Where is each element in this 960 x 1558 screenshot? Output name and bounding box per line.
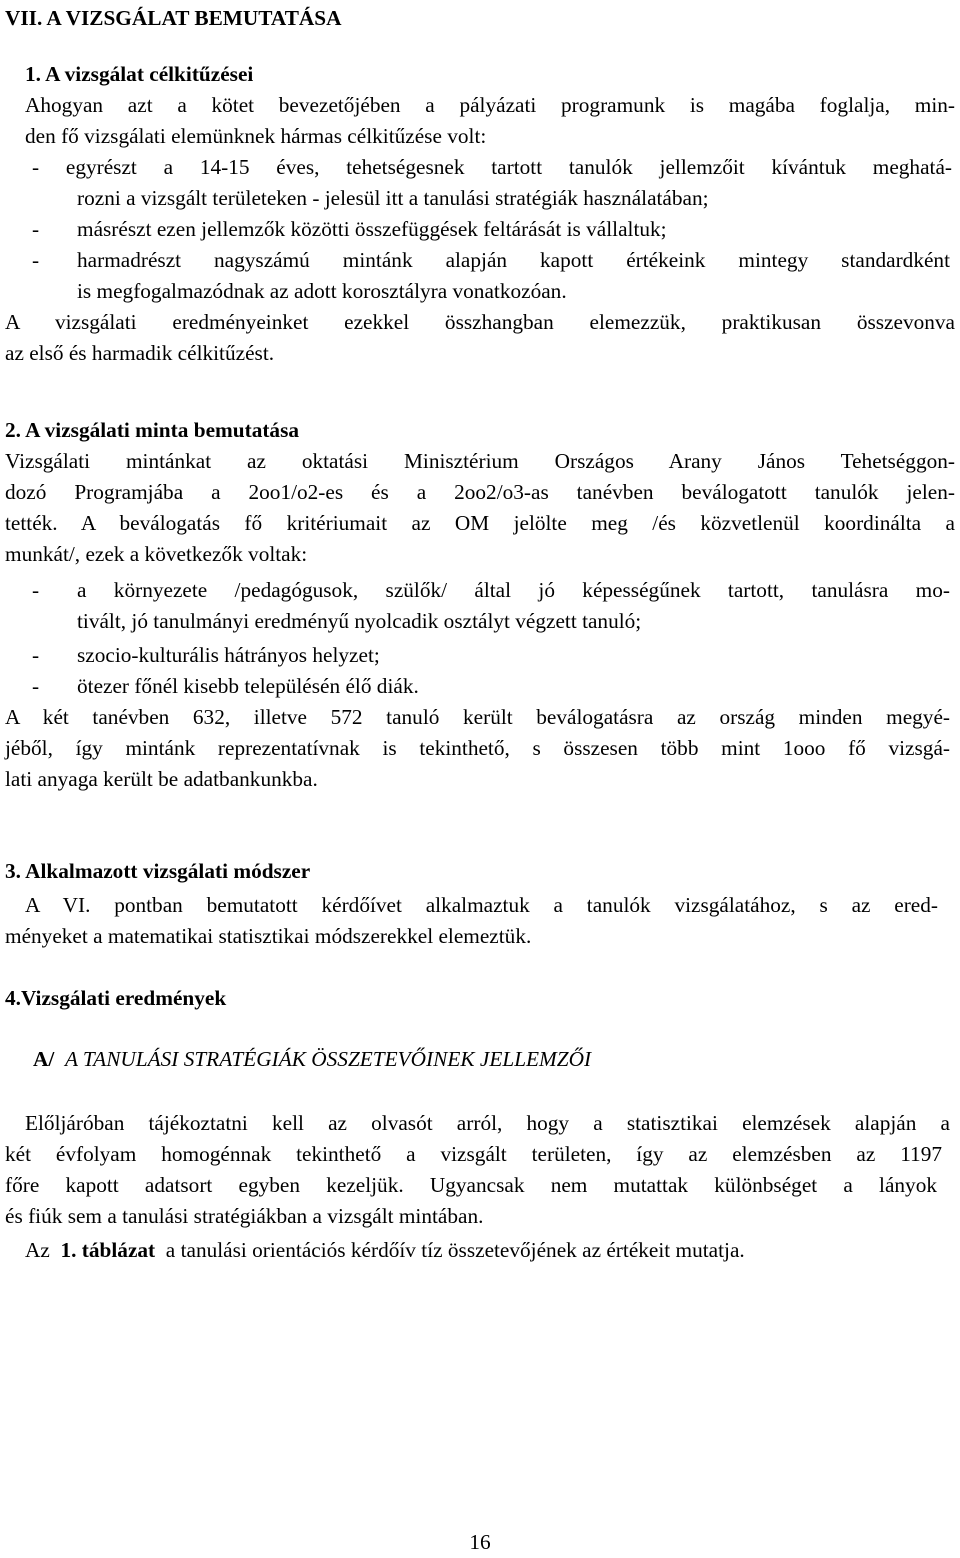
- section-1-list-item: harmadrészt nagyszámú mintánk alapján kapott értékeink mintegy standardként: [77, 248, 950, 272]
- section-2-paragraph-line: A két tanévben 632, illetve 572 tanuló került beválogatásra az ország minden megyé-: [5, 705, 950, 729]
- section-4-title: 4.Vizsgálati eredmények: [5, 986, 227, 1010]
- table-ref-text: a tanulási orientációs kérdőív tíz összetevőjének az értékeit mutatja.: [165, 1238, 745, 1262]
- subsection-prefix: A/: [33, 1047, 55, 1071]
- section-1-summary-line: az első és harmadik célkitűzést.: [5, 341, 275, 365]
- section-3-paragraph-line: A VI. pontban bemutatott kérdőívet alkalmaztuk a tanulók vizsgálatához, s az ered-: [25, 893, 938, 917]
- section-1-title: 1. A vizsgálat célkitűzései: [25, 62, 254, 86]
- section-2-paragraph-line: jéből, így mintánk reprezentatívnak is tekinthető, s összesen több mint 1ooo fő vizsgá-: [5, 736, 950, 760]
- section-2-title: 2. A vizsgálati minta bemutatása: [5, 418, 300, 442]
- section-2-paragraph-line: munkát/, ezek a következők voltak:: [5, 542, 308, 566]
- list-dash: -: [32, 248, 40, 272]
- section-1-paragraph-line: Ahogyan azt a kötet bevezetőjében a pályázati programunk is magába foglalja, min-: [25, 93, 955, 117]
- section-4-paragraph-line: két évfolyam homogénnak tekinthető a vizsgált területen, így az elemzésben az 1197: [5, 1142, 942, 1166]
- section-3-paragraph-line: ményeket a matematikai statisztikai módszerekkel elemeztük.: [5, 924, 532, 948]
- section-2-list-item: ötezer főnél kisebb településén élő diák.: [77, 674, 419, 698]
- section-2-list-item: szocio-kulturális hátrányos helyzet;: [77, 643, 380, 667]
- section-1-summary-line: A vizsgálati eredményeinket ezekkel összhangban elemezzük, praktikusan összevonva: [5, 310, 955, 334]
- section-2-list-item-cont: tivált, jó tanulmányi eredményű nyolcadik osztályt végzett tanuló;: [77, 609, 642, 633]
- section-1-list-item-cont: rozni a vizsgált területeken - jelesül itt a tanulási stratégiák használatában;: [77, 186, 709, 210]
- list-dash: -: [32, 578, 40, 602]
- list-dash: -: [32, 217, 40, 241]
- table-ref-bold: 1. táblázat: [60, 1238, 156, 1262]
- section-4-paragraph-line: és fiúk sem a tanulási stratégiákban a vizsgált mintában.: [5, 1204, 484, 1228]
- section-1-list-item: - egyrészt a 14-15 éves, tehetségesnek tartott tanulók jellemzőit kívántuk meghatá-: [32, 155, 952, 179]
- chapter-heading: VII. A VIZSGÁLAT BEMUTATÁSA: [5, 6, 342, 30]
- section-4-paragraph-line: főre kapott adatsort egyben kezeljük. Ugyancsak nem mutattak különbséget a lányok: [5, 1173, 937, 1197]
- section-3-title: 3. Alkalmazott vizsgálati módszer: [5, 859, 311, 883]
- section-1-list-item: másrészt ezen jellemzők közötti összefüggések feltárását is vállaltuk;: [77, 217, 667, 241]
- section-2-paragraph-line: lati anyaga került be adatbankunkba.: [5, 767, 318, 791]
- section-4-paragraph-line: Előljáróban tájékoztatni kell az olvasót arról, hogy a statisztikai elemzések alapján a: [25, 1111, 950, 1135]
- subsection-title: A TANULÁSI STRATÉGIÁK ÖSSZETEVŐINEK JELLEMZŐI: [64, 1047, 592, 1071]
- list-dash: -: [32, 674, 40, 698]
- table-ref-text: Az: [25, 1238, 50, 1262]
- section-2-paragraph-line: Vizsgálati mintánkat az oktatási Minisztérium Országos Arany János Tehetséggon-: [5, 449, 955, 473]
- list-dash: -: [32, 643, 40, 667]
- page-number: 16: [469, 1530, 491, 1554]
- section-1-list-item-cont: is megfogalmazódnak az adott korosztályra vonatkozóan.: [77, 279, 567, 303]
- section-2-paragraph-line: dozó Programjába a 2oo1/o2-es és a 2oo2/o3-as tanévben beválogatott tanulók jelen-: [5, 480, 955, 504]
- section-2-paragraph-line: tették. A beválogatás fő kritériumait az OM jelölte meg /és közvetlenül koordinálta a: [5, 511, 955, 535]
- subsection-heading: [33, 1044, 591, 1075]
- section-4-table-reference-line: [25, 1235, 745, 1266]
- section-2-list-item: a környezete /pedagógusok, szülők/ által jó képességűnek tartott, tanulásra mo-: [77, 578, 950, 602]
- section-1-paragraph-line: den fő vizsgálati elemünknek hármas célkitűzése volt:: [25, 124, 487, 148]
